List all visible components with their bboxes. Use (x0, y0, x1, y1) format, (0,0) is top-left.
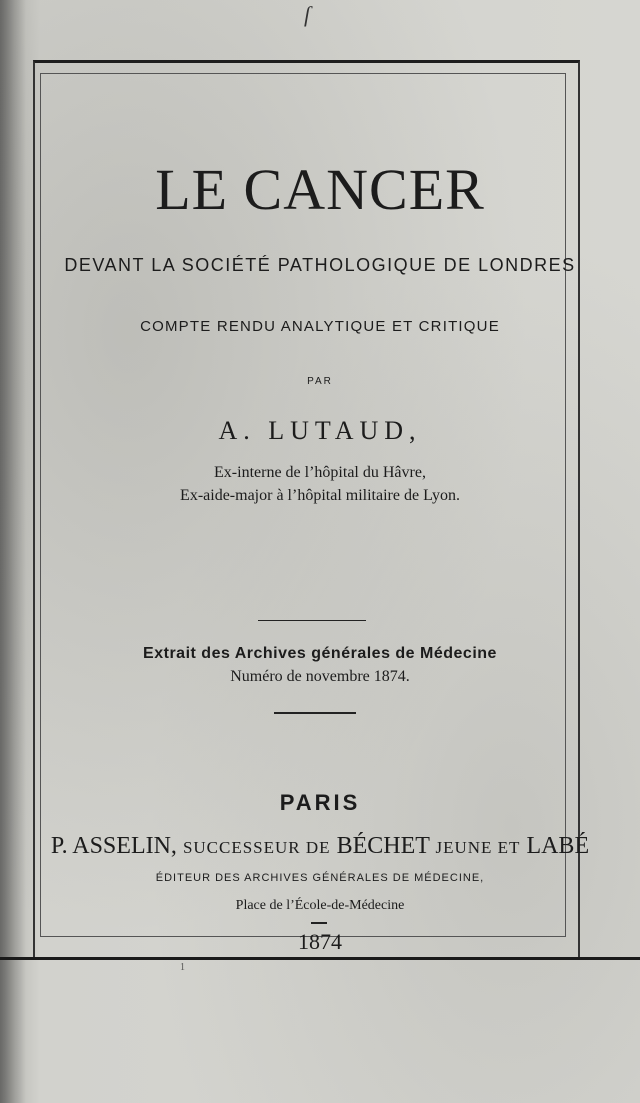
publisher-name-lead: P. ASSELIN, (50, 833, 177, 859)
publisher-city: PARIS (279, 790, 361, 815)
publisher-line (0, 833, 640, 860)
author-name: A. LUTAUD, (218, 416, 422, 445)
issue-line: Numéro de novembre 1874. (230, 668, 410, 685)
divider-top (258, 620, 366, 621)
publisher-name-mid: BÉCHET (336, 833, 430, 859)
publication-year: 1874 (298, 929, 342, 954)
bottom-rule (0, 957, 640, 960)
year-dash (311, 922, 327, 924)
description: COMPTE RENDU ANALYTIQUE ET CRITIQUE (140, 318, 500, 335)
editor-line: ÉDITEUR DES ARCHIVES GÉNÉRALES DE MÉDECINE, (155, 872, 485, 884)
footer-mark: 1 (180, 962, 185, 973)
publisher-junior: JEUNE ET (435, 838, 521, 857)
publisher-name-end: LABÉ (526, 833, 590, 859)
by-label: PAR (307, 376, 333, 387)
divider-bottom (274, 712, 356, 714)
author-credential-2: Ex-aide-major à l’hôpital militaire de Lyon. (180, 487, 460, 504)
subtitle: DEVANT LA SOCIÉTÉ PATHOLOGIQUE DE LONDRES (64, 255, 576, 275)
book-title: LE CANCER (155, 157, 485, 222)
publisher-address: Place de l’École-de-Médecine (235, 898, 405, 913)
publisher-successor: SUCCESSEUR DE (182, 838, 331, 857)
extract-line: Extrait des Archives générales de Médecine (143, 645, 497, 662)
author-credential-1: Ex-interne de l’hôpital du Hâvre, (214, 464, 426, 481)
pencil-mark: ſ (304, 2, 311, 27)
